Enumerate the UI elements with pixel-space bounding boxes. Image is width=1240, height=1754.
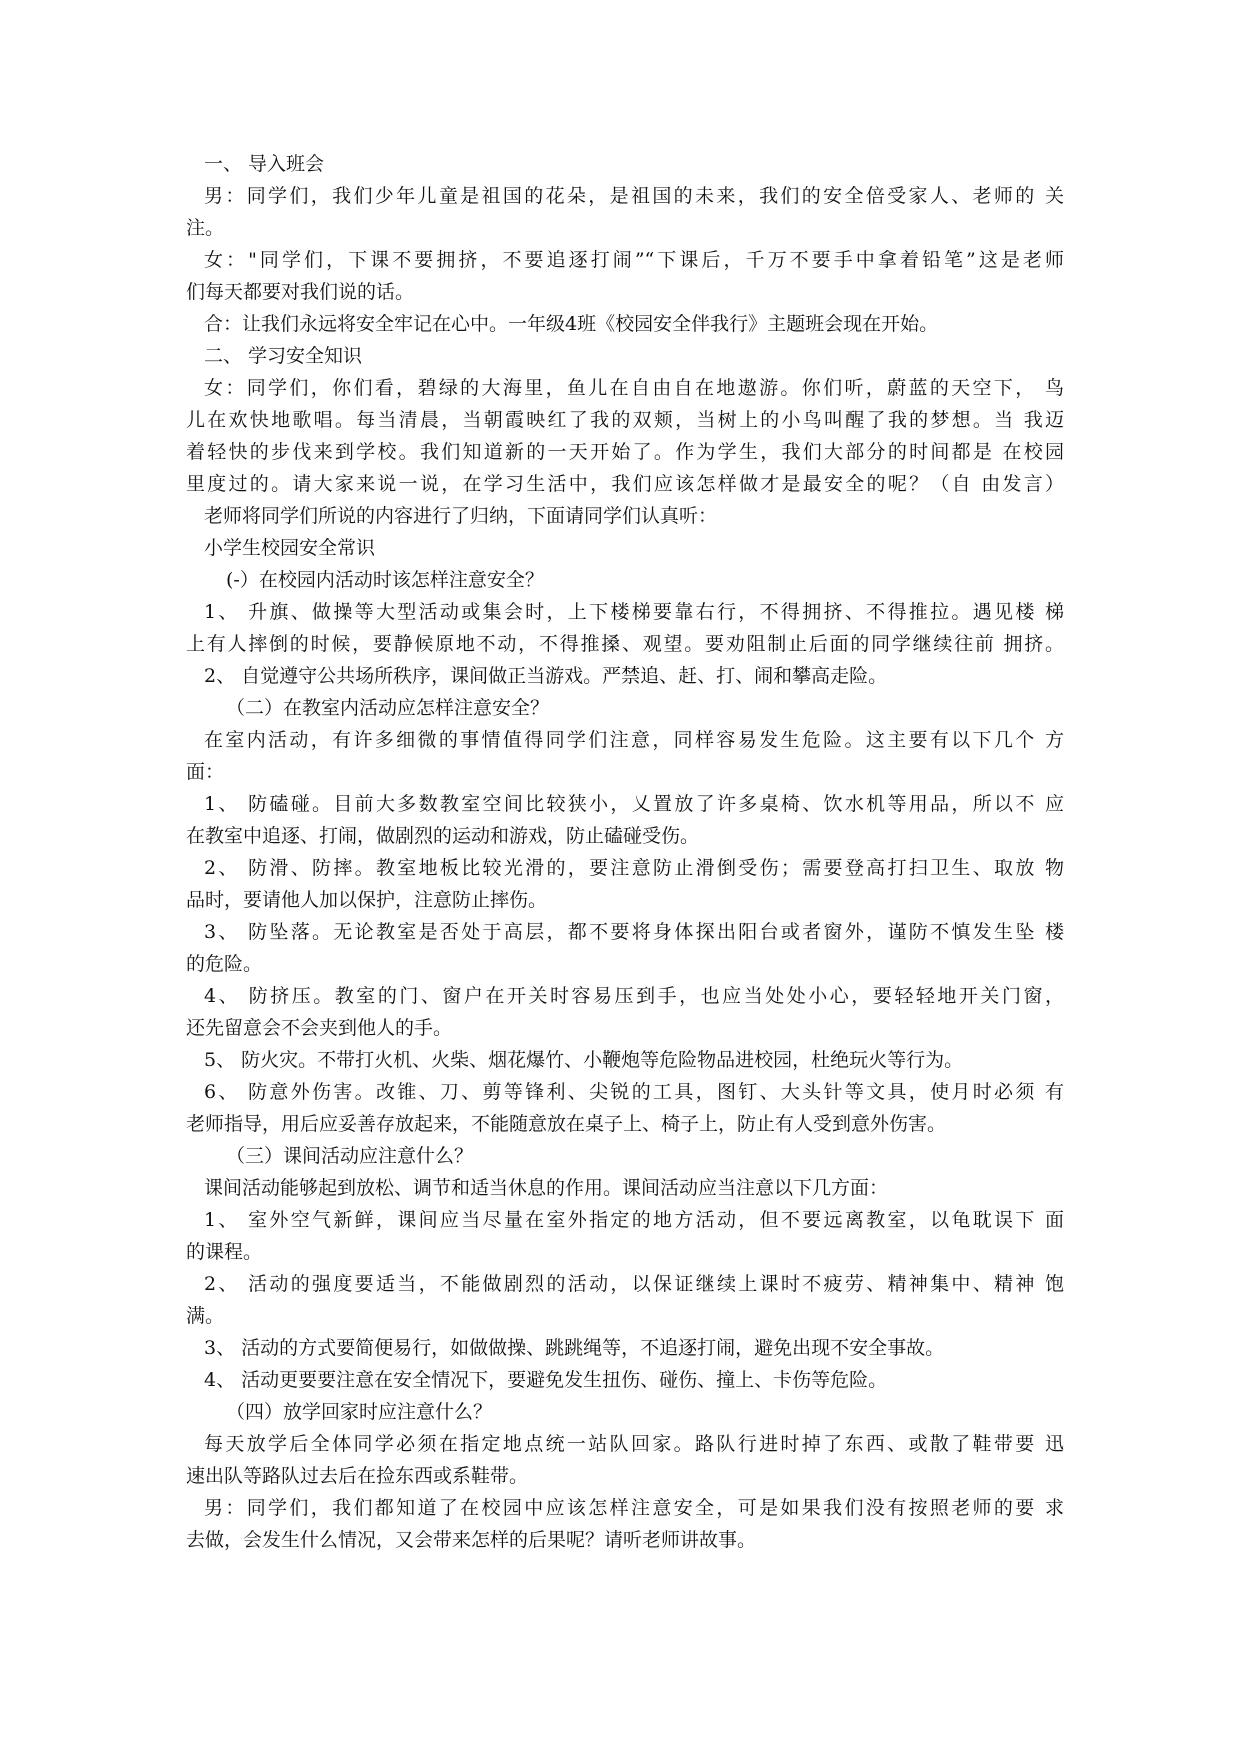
paragraph-line: 在室内活动，有许多细微的事情值得同学们注意，同样容易发生危险。这主要有以下几个 方 [204,729,1064,751]
paragraph-line: 女："同学们，下课不要拥挤，不要追逐打闹”“下课后，千万不要手中拿着铅笔”这是老师 [204,249,1064,271]
list-item-line: 3、 防坠落。无论教室是否处于高层，都不要将身体探出阳台或者窗外，谨防不慎发生坠 楼 [204,921,1064,943]
list-item-line: 1、 室外空气新鲜，课间应当尽量在室外指定的地方活动，但不要远离教室，以龟耽误下 面 [204,1209,1064,1231]
list-item-line: 3、 活动的方式要简便易行，如做做操、跳跳绳等，不追逐打闹，避免出现不安全事故。 [204,1337,945,1359]
list-item-line: 2、 自觉遵守公共场所秩序，课间做正当游戏。严禁追、赶、打、闹和攀高走险。 [204,665,888,687]
paragraph-line: 女：同学们，你们看，碧绿的大海里，鱼儿在自由自在地遨游。你们听，蔚蓝的天空下， 鸟 [204,377,1064,399]
paragraph-line: 男：同学们，我们少年儿童是祖国的花朵，是祖国的未来，我们的安全倍受家人、老师的 关 [204,185,1064,207]
list-item-line: 2、 活动的强度要适当，不能做剧烈的活动，以保证继续上课时不疲劳、精神集中、精神 饱 [204,1273,1064,1295]
subsection-heading: (-）在校园内活动时该怎样注意安全？ [226,569,544,591]
list-item-line: 还先留意会不会夹到他人的手。 [186,1017,453,1039]
list-item-line: 4、 活动更要要注意在安全情况下，要避免发生扭伤、碰伤、撞上、卡伤等危险。 [204,1369,888,1391]
list-item-line: 5、 防火灾。不带打火机、火柴、烟花爆竹、小鞭炮等危险物品进校园，杜绝玩火等行为。 [204,1049,964,1071]
list-item-line: 品时，要请他人加以保护，注意防止摔伤。 [186,889,548,911]
paragraph-line: 老师将同学们所说的内容进行了归纳，下面请同学们认真听： [204,505,718,527]
list-item-line: 1、 防磕碰。目前大多数教室空间比较狭小，乂置放了许多桌椅、饮水机等用品，所以不 应 [204,793,1064,815]
list-item-line: 老师指导，用后应妥善存放起来，不能随意放在桌子上、椅子上，防止有人受到意外伤害。 [186,1113,947,1135]
paragraph-line: 里度过的。请大家来说一说，在学习生活中，我们应该怎样做才是最安全的呢？（自 由发言） [186,473,1064,495]
paragraph-line: 注。 [186,217,225,239]
paragraph-line: 速出队等路队过去后在捡东西或系鞋带。 [186,1465,529,1487]
list-item-line: 满。 [186,1305,225,1327]
paragraph-line: 去做，会发生什么情况，又会带来怎样的后果呢？请听老师讲故事。 [186,1529,757,1551]
list-item-line: 在教室中追逐、打闹，做剧烈的运动和游戏，防止磕碰受伤。 [186,825,700,847]
paragraph-line: 课间活动能够起到放松、调节和适当休息的作用。课间活动应当注意以下几方面： [204,1177,889,1199]
list-item-line: 上有人摔倒的时候，要静候原地不动，不得推搡、观望。要劝阻制止后面的同学继续往前 拥挤。 [186,633,1064,655]
list-item-line: 1、 升旗、做操等大型活动或集会时，上下楼梯要靠右行，不得拥挤、不得推拉。遇见楼 梯 [204,601,1064,623]
subsection-heading: （四）放学回家时应注意什么？ [226,1401,493,1423]
section-heading: 二、 学习安全知识 [204,345,363,367]
section-heading: 一、 导入班会 [204,153,325,175]
paragraph-line: 们每天都要对我们说的话。 [186,281,415,303]
paragraph-line: 合：让我们永远将安全牢记在心中。一年级4班《校园安全伴我行》主题班会现在开始。 [204,313,939,335]
subsection-heading: （三）课间活动应注意什么？ [226,1145,474,1167]
paragraph-line: 每天放学后全体同学必须在指定地点统一站队回家。路队行进时掉了东西、或散了鞋带要 迅 [204,1433,1064,1455]
list-item-line: 4、 防挤压。教室的门、窗户在开关时容易压到手，也应当处处小心，要轻轻地开关门窗， [204,985,1064,1007]
list-item-line: 的危险。 [186,953,263,975]
subsection-heading: （二）在教室内活动应怎样注意安全？ [226,697,550,719]
paragraph-line: 着轻快的步伐来到学校。我们知道新的一天开始了。作为学生，我们大部分的时间都是 在校园 [186,441,1064,463]
document-body [186,148,1064,1556]
list-item-line: 的课程。 [186,1241,263,1263]
subsection-title: 小学生校园安全常识 [204,537,376,559]
paragraph-line: 儿在欢快地歌唱。每当清晨，当朝霞映红了我的双颊，当树上的小鸟叫醒了我的梦想。当 我迈 [186,409,1064,431]
list-item-line: 2、 防滑、防摔。教室地板比较光滑的，要注意防止滑倒受伤；需要登高打扫卫生、取放 物 [204,857,1064,879]
paragraph-line: 男：同学们，我们都知道了在校园中应该怎样注意安全，可是如果我们没有按照老师的要 求 [204,1497,1064,1519]
list-item-line: 6、 防意外伤害。改锥、刀、剪等锋利、尖锐的工具，图钉、大头针等文具，使月时必须 有 [204,1081,1064,1103]
paragraph-line: 面： [186,761,225,783]
